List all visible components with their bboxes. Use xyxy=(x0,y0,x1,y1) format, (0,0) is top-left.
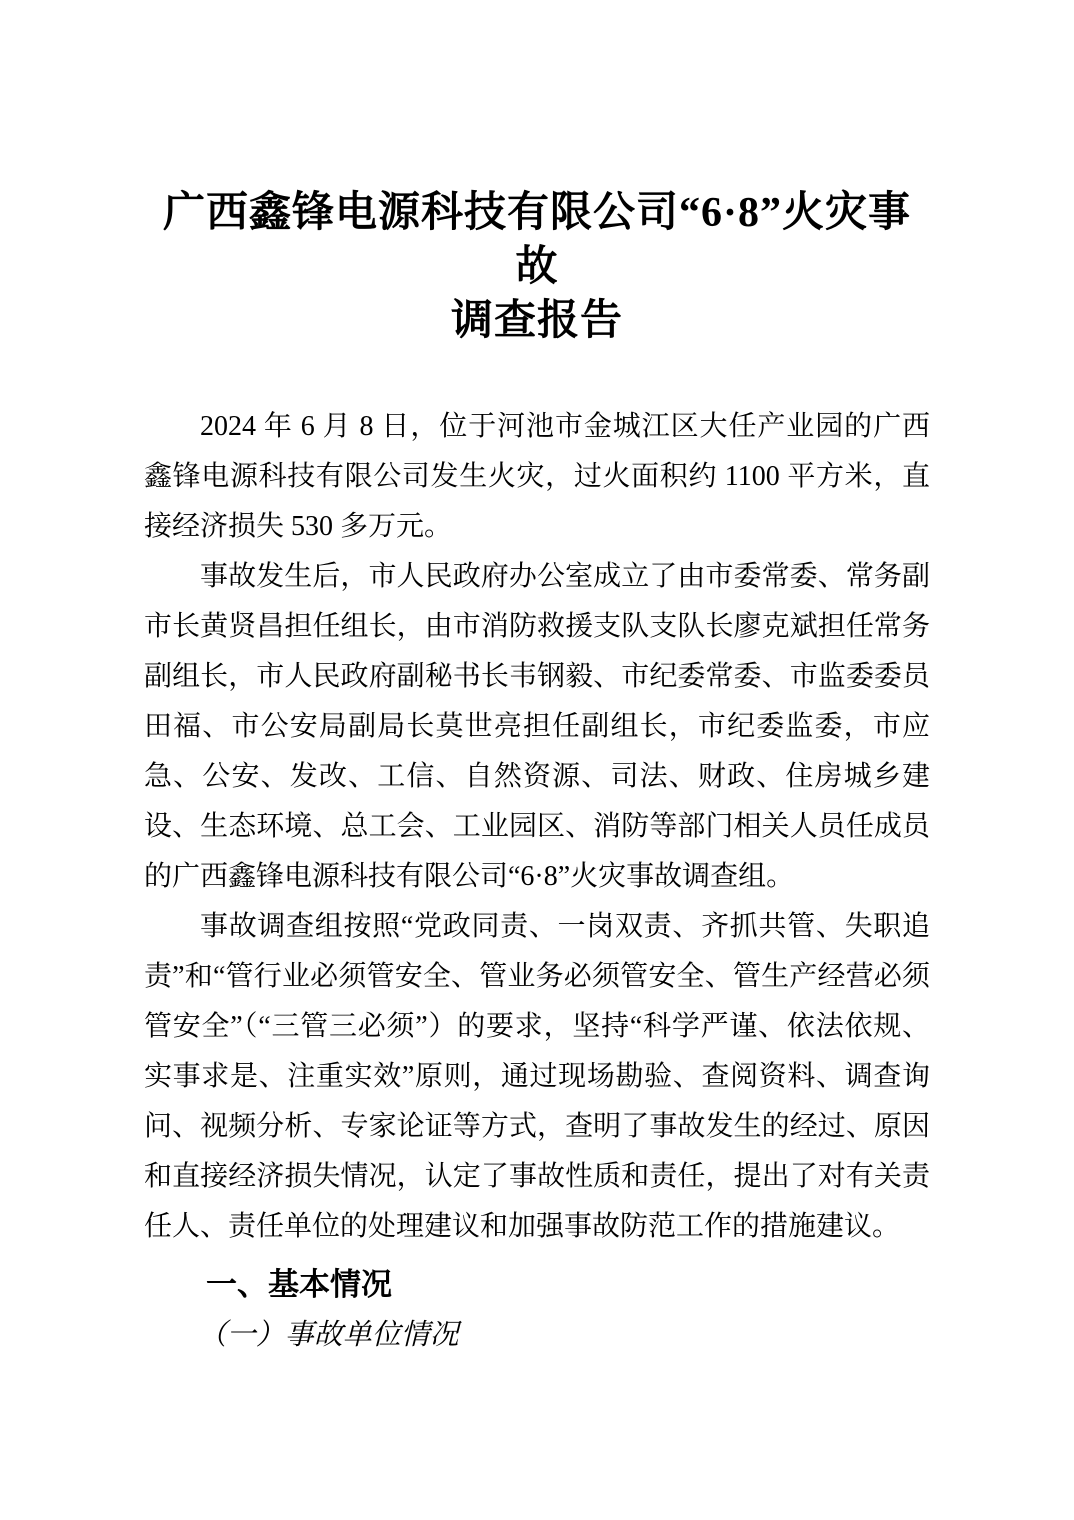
paragraph-investigation-method: 事故调查组按照“党政同责、一岗双责、齐抓共管、失职追责”和“管行业必须管安全、管业务必须管安全、管生产经营必须管安全”（“三管三必须”）的要求，坚持“科学严谨、依法依规、实事求是、注重实效”原则，通过现场勘验、查阅资料、调查询问、视频分析、专家论证等方式，查明了事故发生的经过、原因和直接经济损失情况，认定了事故性质和责任，提出了对有关责任人、责任单位的处理建议和加强事故防范工作的措施建议。 xyxy=(144,911,930,1242)
subsection-heading-accident-unit: （一）事故单位情况 xyxy=(197,1319,459,1351)
document-title-line-2: 调查报告 xyxy=(450,298,623,344)
paragraph-investigation-team: 事故发生后，市人民政府办公室成立了由市委常委、常务副市长黄贤昌担任组长，由市消防救援支队支队长廖克斌担任常务副组长，市人民政府副秘书长韦钢毅、市纪委常委、市监委委员田福、市公安局副局长莫世亮担任副组长，市纪委监委，市应急、公安、发改、工信、自然资源、司法、财政、住房城乡建设、生态环境、总工会、工业园区、消防等部门相关人员任成员的广西鑫锋电源科技有限公司“6·8”火灾事故调查组。 xyxy=(144,561,930,892)
document-title-line-1: 广西鑫锋电源科技有限公司“6·8”火灾事故 xyxy=(162,190,911,290)
paragraph-incident-summary: 2024 年 6 月 8 日，位于河池市金城江区大任产业园的广西鑫锋电源科技有限公司发生火灾，过火面积约 1100 平方米，直接经济损失 530 多万元。 xyxy=(144,411,930,542)
section-heading-basic-situation: 一、基本情况 xyxy=(206,1267,392,1302)
document-title xyxy=(144,186,930,348)
